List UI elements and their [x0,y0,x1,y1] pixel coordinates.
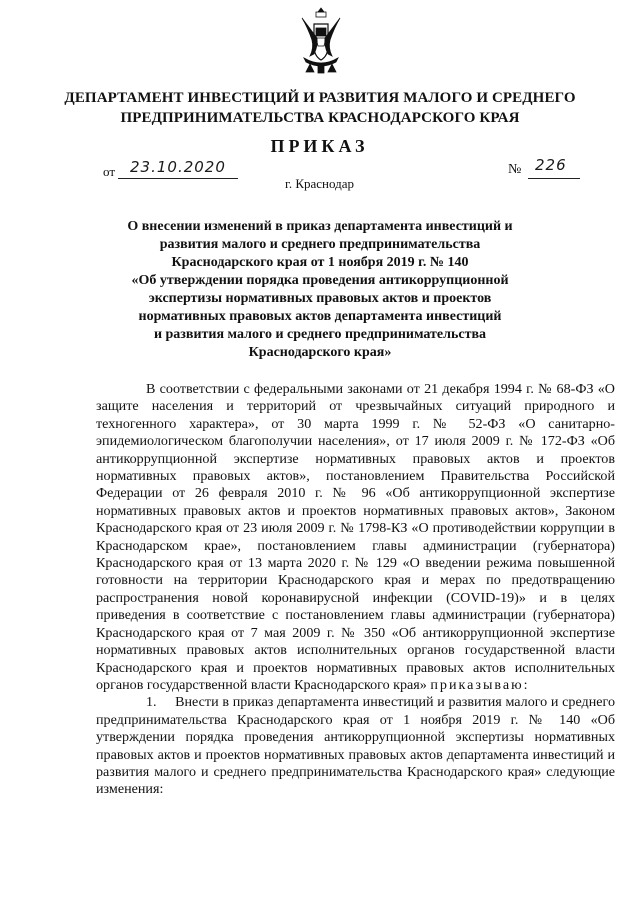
coat-of-arms-icon [296,6,346,76]
department-line-2: ПРЕДПРИНИМАТЕЛЬСТВА КРАСНОДАРСКОГО КРАЯ [120,110,520,126]
department-line-1: ДЕПАРТАМЕНТ ИНВЕСТИЦИЙ И РАЗВИТИЯ МАЛОГО И СРЕДНЕГО [64,90,576,106]
number-label: № [508,162,522,177]
document-title [110,218,530,362]
preamble-text: В соответствии с федеральными законами от 21 декабря 1994 г. № 68-ФЗ «О защите населения и территорий от чрезвычайных ситуаций природного и техногенного характера», от 30 марта 1999 г. № 52-ФЗ «О санитарно-эпидемиологическом благополучии населения», от 17 июля 2009 г. № 172-ФЗ «Об антикоррупционной экспертизе нормативных правовых актов и проектов нормативных правовых актов», постановлением Правительства Российской Федерации от 26 февраля 2010 г. № 96 «Об антикоррупционной экспертизе нормативных правовых актов и проектов нормативных правовых актов», Законом Краснодарского края от 23 июля 2009 г. № 1798-КЗ «О противодействии коррупции в Краснодарском крае», постановлением главы администрации (губернатора) Краснодарского края от 13 марта 2020 г. № 129 «О введении режима повышенной готовности на территории Краснодарского края и мерах по предотвращению распространения новой коронавирусной инфекции (COVID-19)» и в целях приведения в соответствие с постановлением главы администрации (губернатора) Краснодарского края от 7 мая 2009 г. № 350 «Об антикоррупционной экспертизе нормативных правовых актов исполнительных органов государственной власти Краснодарского края и проектов нормативных правовых актов исполнительных органов государственной власти Краснодарского края» [96,381,615,693]
title-line: и развития малого и среднего предпринимательства [153,327,487,342]
title-line: нормативных правовых актов департамента инвестиций [138,309,502,324]
title-line: Краснодарского края» [248,345,392,360]
document-body [96,381,615,799]
order-word: приказываю: [430,676,530,693]
preamble-paragraph [96,381,615,694]
number-value: 226 [535,156,567,174]
title-line: О внесении изменений в приказ департамента инвестиций и [127,219,513,234]
title-line: Краснодарского края от 1 ноября 2019 г. № 140 [171,255,469,270]
item-1-paragraph: 1. Внести в приказ департамента инвестиций и развития малого и среднего предпринимательства Краснодарского края от 1 ноября 2019 г. № 140 «Об утверждении порядка проведения антикоррупционной экспертизы нормативных правовых актов и проектов нормативных правовых актов департамента инвестиций и развития малого и среднего предпринимательства Краснодарского края» следующие изменения: [96,694,615,798]
date-value: 23.10.2020 [130,158,226,176]
title-line: развития малого и среднего предпринимательства [159,237,481,252]
city: г. Краснодар [284,176,355,191]
date-label: от [103,164,116,179]
title-line: «Об утверждении порядка проведения антикоррупционной [131,273,509,288]
title-line: экспертизы нормативных правовых актов и проектов [148,291,492,306]
department-name [60,88,580,128]
document-type: ПРИКАЗ [270,136,369,156]
